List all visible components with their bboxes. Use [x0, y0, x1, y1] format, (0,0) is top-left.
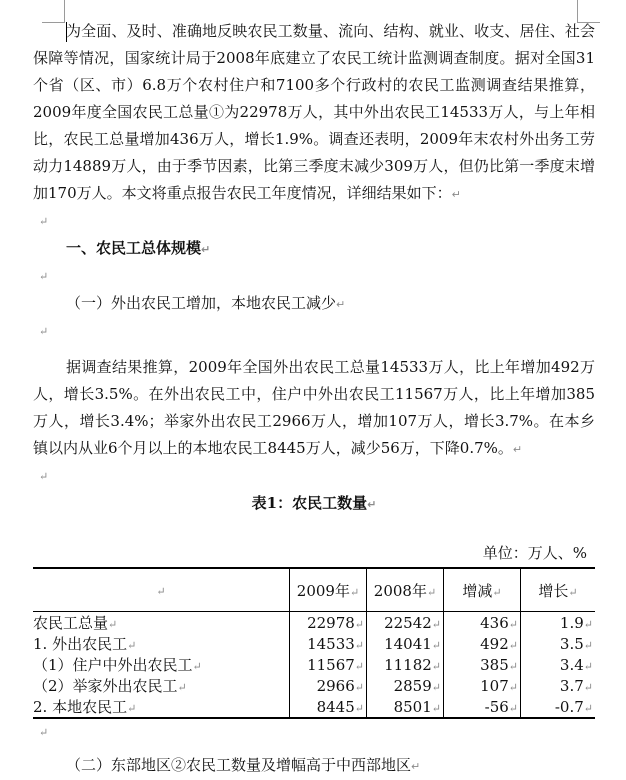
table-header-row	[33, 568, 595, 612]
header-cell-2008[interactable]: 2008年↵	[367, 568, 444, 612]
paragraph-mark: ↵	[431, 701, 441, 715]
cell-2008[interactable]: 8501↵	[367, 696, 444, 718]
paragraph-mark: ↵	[512, 443, 523, 456]
paragraph-mark: ↵	[108, 618, 118, 631]
cell-2009[interactable]: 8445↵	[290, 696, 367, 718]
paragraph-mark: ↵	[177, 681, 187, 694]
row-label[interactable]: 农民工总量↵	[33, 614, 118, 632]
paragraph-mark: ↵	[508, 680, 518, 694]
paragraph-mark: ↵	[127, 702, 137, 715]
cell-change[interactable]: -56↵	[444, 696, 521, 718]
table-row	[33, 675, 595, 696]
paragraph-mark: ↵	[583, 680, 593, 694]
paragraph-mark: ↵	[583, 617, 593, 631]
paragraph-mark: ↵	[201, 243, 211, 256]
paragraph-mark: ↵	[354, 680, 364, 694]
paragraph-mark: ↵	[568, 585, 578, 599]
row-label[interactable]: 1. 外出农民工↵	[33, 635, 137, 653]
paragraph-mark: ↵	[411, 760, 421, 773]
row-label[interactable]: （2）举家外出农民工↵	[33, 677, 187, 695]
body-paragraph[interactable]: 据调查结果推算，2009年全国外出农民工总量14533万人，比上年增加492万人，增长3.5%。在外出农民工中，住户中外出农民工11567万人，比上年增加385万人，增长3.4%；举家外出农民工2966万人，增加107万人，增长3.7%。在本乡镇以内从业6个月以上的本地农民工8445万人，减少56万，下降0.7%。↵	[33, 358, 595, 457]
cell-2008[interactable]: 2859↵	[367, 675, 444, 696]
section-heading[interactable]: 一、农民工总体规模↵	[66, 239, 211, 257]
cell-2009[interactable]: 14533↵	[290, 633, 367, 654]
empty-line: ↵	[39, 470, 49, 483]
document-page[interactable]	[33, 18, 595, 780]
cell-growth[interactable]: 3.7↵	[521, 675, 596, 696]
paragraph-mark: ↵	[426, 585, 437, 599]
paragraph-mark: ↵	[354, 638, 364, 652]
empty-line: ↵	[39, 270, 49, 283]
paragraph-mark: ↵	[431, 680, 441, 694]
paragraph-mark: ↵	[583, 659, 593, 673]
paragraph-mark: ↵	[156, 585, 166, 598]
cell-change[interactable]: 436↵	[444, 612, 521, 634]
paragraph-mark: ↵	[349, 585, 360, 599]
cell-change[interactable]: 107↵	[444, 675, 521, 696]
empty-line: ↵	[39, 215, 49, 228]
empty-line: ↵	[39, 726, 49, 739]
paragraph-mark: ↵	[508, 617, 518, 631]
header-cell-growth[interactable]: 增长↵	[521, 568, 596, 612]
paragraph-mark: ↵	[192, 660, 202, 673]
migrant-worker-table[interactable]	[33, 567, 595, 719]
cell-2009[interactable]: 11567↵	[290, 654, 367, 675]
header-cell-label[interactable]	[33, 568, 290, 612]
cell-2008[interactable]: 11182↵	[367, 654, 444, 675]
subsection-heading[interactable]: （二）东部地区②农民工数量及增幅高于中西部地区↵	[66, 756, 421, 774]
cell-growth[interactable]: 3.4↵	[521, 654, 596, 675]
cell-2008[interactable]: 14041↵	[367, 633, 444, 654]
cell-2008[interactable]: 22542↵	[367, 612, 444, 634]
paragraph-mark: ↵	[508, 638, 518, 652]
paragraph-mark: ↵	[431, 617, 441, 631]
paragraph-mark: ↵	[583, 701, 593, 715]
paragraph-mark: ↵	[367, 498, 377, 511]
paragraph-mark: ↵	[336, 298, 346, 311]
paragraph-mark: ↵	[354, 617, 364, 631]
cell-change[interactable]: 385↵	[444, 654, 521, 675]
empty-line: ↵	[39, 325, 49, 338]
header-cell-2009[interactable]: 2009年↵	[290, 568, 367, 612]
paragraph-mark: ↵	[127, 639, 137, 652]
cell-2009[interactable]: 2966↵	[290, 675, 367, 696]
paragraph-mark: ↵	[431, 638, 441, 652]
paragraph-mark: ↵	[508, 701, 518, 715]
paragraph-mark: ↵	[354, 701, 364, 715]
paragraph-mark: ↵	[583, 638, 593, 652]
table-row	[33, 654, 595, 675]
paragraph-mark: ↵	[354, 659, 364, 673]
cell-growth[interactable]: 3.5↵	[521, 633, 596, 654]
table-caption[interactable]: 表1：农民工数量↵	[251, 494, 377, 512]
paragraph-mark: ↵	[492, 585, 502, 599]
cell-growth[interactable]: 1.9↵	[521, 612, 596, 634]
table-row	[33, 633, 595, 654]
cell-growth[interactable]: -0.7↵	[521, 696, 596, 718]
table-unit[interactable]: 单位：万人、%	[482, 544, 587, 562]
paragraph-mark: ↵	[451, 188, 461, 201]
row-label[interactable]: 2. 本地农民工↵	[33, 698, 137, 716]
table-row	[33, 612, 595, 634]
cell-2009[interactable]: 22978↵	[290, 612, 367, 634]
intro-paragraph[interactable]: 为全面、及时、准确地反映农民工数量、流向、结构、就业、收支、居住、社会保障等情况，国家统计局于2008年底建立了农民工统计监测调查制度。据对全国31个省（区、市）6.8万个农村住户和7100多个行政村的农民工监测调查结果推算，2009年度全国农民工总量①为22978万人，其中外出农民工14533万人，与上年相比，农民工总量增加436万人，增长1.9%。调查还表明，2009年末农村外出务工劳动力14889万人，由于季节因素，比第三季度末减少309万人，但仍比第一季度末增加170万人。本文将重点报告农民工年度情况，详细结果如下：↵	[33, 22, 595, 202]
header-cell-change[interactable]: 增减↵	[444, 568, 521, 612]
cell-change[interactable]: 492↵	[444, 633, 521, 654]
table-row	[33, 696, 595, 718]
subsection-heading[interactable]: （一）外出农民工增加，本地农民工减少↵	[66, 294, 346, 312]
paragraph-mark: ↵	[508, 659, 518, 673]
row-label[interactable]: （1）住户中外出农民工↵	[33, 656, 202, 674]
paragraph-mark: ↵	[431, 659, 441, 673]
